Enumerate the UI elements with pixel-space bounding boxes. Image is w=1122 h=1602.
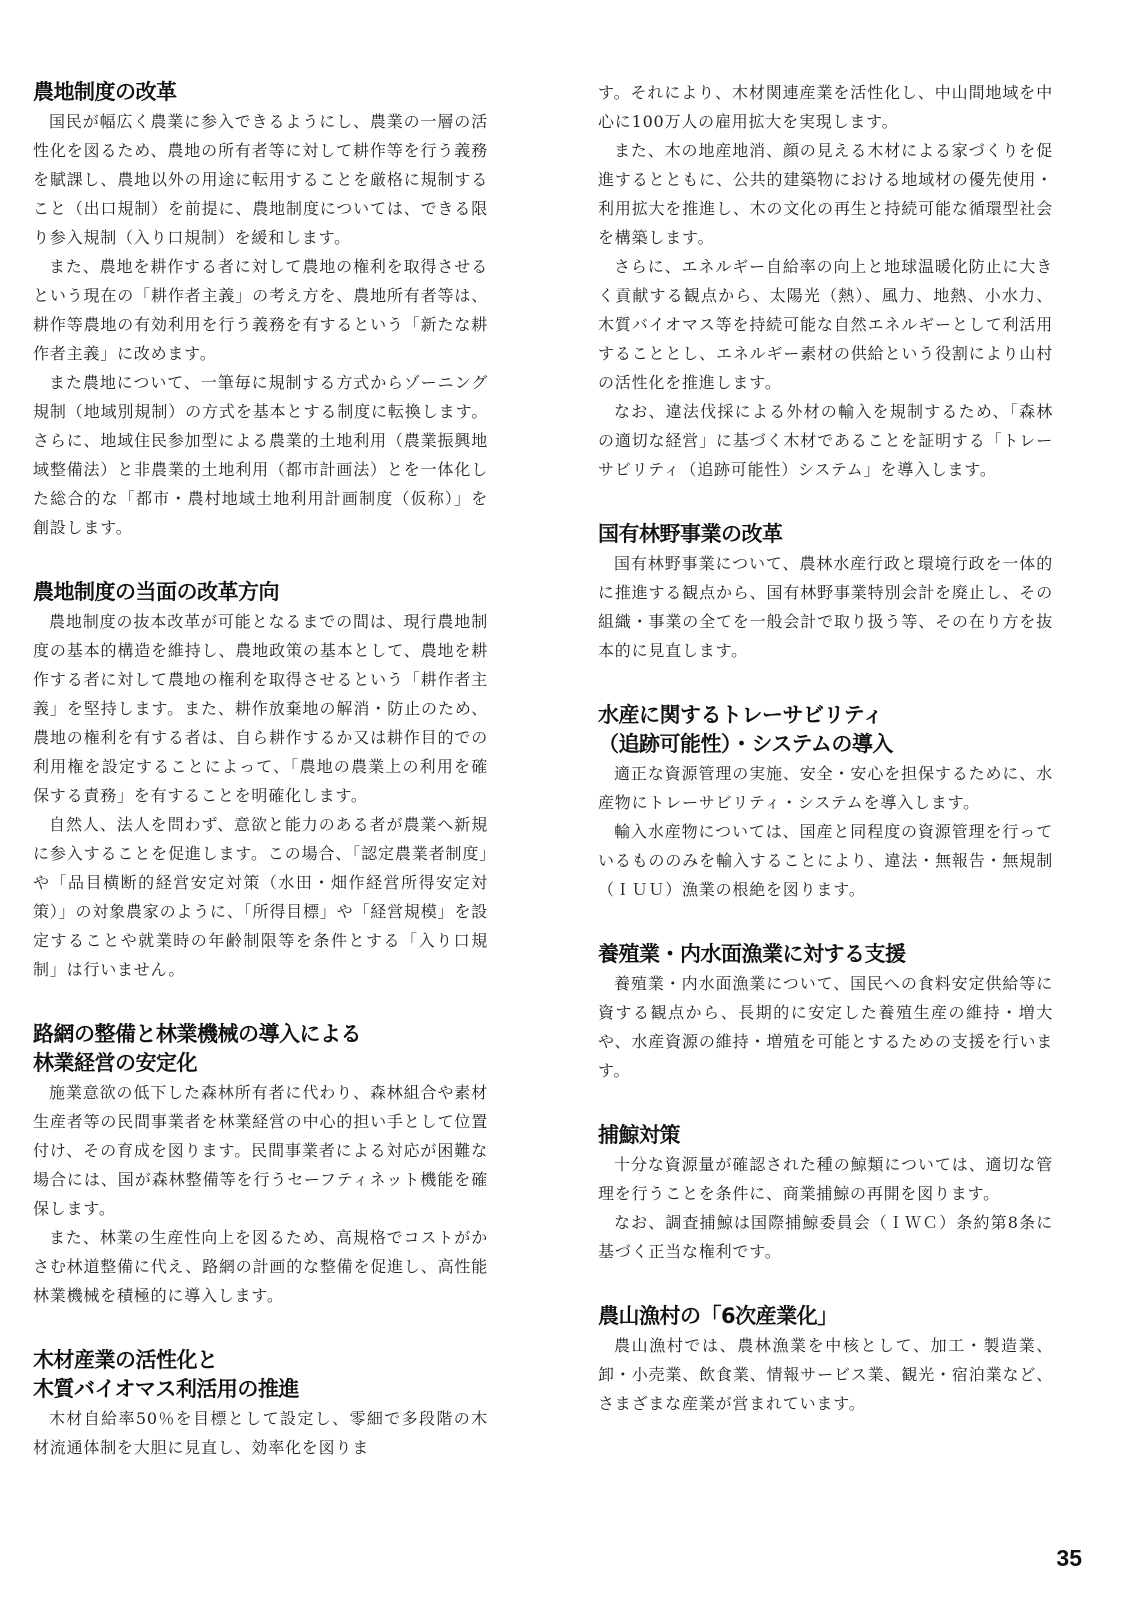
body-paragraph: 農地制度の抜本改革が可能となるまでの間は、現行農地制度の基本的構造を維持し、農地政策の基本として、農地を耕作する者に対して農地の権利を取得させるという「耕作者主義」を堅持します。また、耕作放棄地の解消・防止のため、農地の権利を有する者は、自ら耕作するか又は耕作目的での利用権を設定することによって、「農地の農業上の利用を確保する責務」を有することを明確化します。 xyxy=(33,612,488,805)
right_column-section-0 xyxy=(598,78,1053,484)
body-paragraph: 適正な資源管理の実施、安全・安心を担保するために、水産物にトレーサビリティ・システムを導入します。 xyxy=(598,764,1053,812)
section-heading: 農地制度の当面の改革方向 xyxy=(33,580,279,604)
left_column-section-3 xyxy=(33,1346,488,1462)
section-spacer xyxy=(598,484,1053,520)
section-heading: 路網の整備と林業機械の導入による xyxy=(33,1022,361,1046)
section-heading: 農地制度の改革 xyxy=(33,80,177,104)
left_column-section-1 xyxy=(33,578,488,984)
section-spacer xyxy=(33,984,488,1020)
left_column-section-0 xyxy=(33,78,488,542)
section-heading: （追跡可能性）・システムの導入 xyxy=(598,732,893,756)
section-heading: 水産に関するトレーサビリティ xyxy=(598,703,883,727)
body-paragraph: 木材自給率50％を目標として設定し、零細で多段階の木材流通体制を大胆に見直し、効率化を図りま xyxy=(33,1409,488,1457)
section-heading: 農山漁村の「6次産業化」 xyxy=(598,1304,838,1328)
body-paragraph: 自然人、法人を問わず、意欲と能力のある者が農業へ新規に参入することを促進します。この場合、「認定農業者制度」や「品目横断的経営安定対策（水田・畑作経営所得安定対策）」の対象農家のように、「所得目標」や「経営規模」を設定することや就業時の年齢制限等を条件とする「入り口規制」は行いません。 xyxy=(33,815,488,979)
section-heading: 木質バイオマス利活用の推進 xyxy=(33,1377,299,1401)
right_column-section-1 xyxy=(598,520,1053,665)
section-spacer xyxy=(598,1085,1053,1121)
body-paragraph: また、木の地産地消、顔の見える木材による家づくりを促進するとともに、公共的建築物における地域材の優先使用・利用拡大を推進し、木の文化の再生と持続可能な循環型社会を構築します。 xyxy=(598,141,1053,247)
section-spacer xyxy=(598,904,1053,940)
body-paragraph: 農山漁村では、農林漁業を中核として、加工・製造業、卸・小売業、飲食業、情報サービス業、観光・宿泊業など、さまざまな産業が営まれています。 xyxy=(598,1336,1053,1413)
section-heading: 林業経営の安定化 xyxy=(33,1051,197,1075)
body-paragraph: 養殖業・内水面漁業について、国民への食料安定供給等に資する観点から、長期的に安定した養殖生産の維持・増大や、水産資源の維持・増殖を可能とするための支援を行います。 xyxy=(598,974,1053,1080)
body-paragraph: また農地について、一筆毎に規制する方式からゾーニング規制（地域別規制）の方式を基本とする制度に転換します。さらに、地域住民参加型による農業的土地利用（農業振興地域整備法）と非農業的土地利用（都市計画法）とを一体化した総合的な「都市・農村地域土地利用計画制度（仮称）」を創設します。 xyxy=(33,373,488,537)
body-paragraph: なお、違法伐採による外材の輸入を規制するため、「森林の適切な経営」に基づく木材であることを証明する「トレーサビリティ（追跡可能性）システム」を導入します。 xyxy=(598,402,1053,479)
section-spacer xyxy=(598,665,1053,701)
right_column-section-2 xyxy=(598,701,1053,904)
right_column-section-5 xyxy=(598,1302,1053,1418)
right_column-section-3 xyxy=(598,940,1053,1085)
section-spacer xyxy=(33,542,488,578)
section-spacer xyxy=(33,1310,488,1346)
section-spacer xyxy=(598,1266,1053,1302)
body-paragraph: 国民が幅広く農業に参入できるようにし、農業の一層の活性化を図るため、農地の所有者等に対して耕作等を行う義務を賦課し、農地以外の用途に転用することを厳格に規制すること（出口規制）を前提に、農地制度については、できる限り参入規制（入り口規制）を緩和します。 xyxy=(33,112,488,247)
section-heading: 国有林野事業の改革 xyxy=(598,522,783,546)
right-column xyxy=(598,78,1053,1418)
page-number: 35 xyxy=(1056,1545,1082,1571)
body-paragraph: す。それにより、木材関連産業を活性化し、中山間地域を中心に100万人の雇用拡大を実現します。 xyxy=(598,83,1053,131)
right_column-section-4 xyxy=(598,1121,1053,1266)
body-paragraph: 十分な資源量が確認された種の鯨類については、適切な管理を行うことを条件に、商業捕鯨の再開を図ります。 xyxy=(598,1155,1053,1203)
body-paragraph: なお、調査捕鯨は国際捕鯨委員会（ＩＷＣ）条約第8条に基づく正当な権利です。 xyxy=(598,1213,1053,1261)
body-paragraph: さらに、エネルギー自給率の向上と地球温暖化防止に大きく貢献する観点から、太陽光（熱）、風力、地熱、小水力、木質バイオマス等を持続可能な自然エネルギーとして利活用することとし、エネルギー素材の供給という役割により山村の活性化を推進します。 xyxy=(598,257,1053,392)
body-paragraph: 輸入水産物については、国産と同程度の資源管理を行っているもののみを輸入することにより、違法・無報告・無規制（ＩＵＵ）漁業の根絶を図ります。 xyxy=(598,822,1053,899)
section-heading: 木材産業の活性化と xyxy=(33,1348,218,1372)
body-paragraph: また、農地を耕作する者に対して農地の権利を取得させるという現在の「耕作者主義」の考え方を、農地所有者等は、耕作等農地の有効利用を行う義務を有するという「新たな耕作者主義」に改めます。 xyxy=(33,257,488,363)
section-heading: 養殖業・内水面漁業に対する支援 xyxy=(598,942,906,966)
body-paragraph: 国有林野事業について、農林水産行政と環境行政を一体的に推進する観点から、国有林野事業特別会計を廃止し、その組織・事業の全てを一般会計で取り扱う等、その在り方を抜本的に見直します。 xyxy=(598,554,1053,660)
left-column xyxy=(33,78,488,1462)
body-paragraph: また、林業の生産性向上を図るため、高規格でコストがかさむ林道整備に代え、路網の計画的な整備を促進し、高性能林業機械を積極的に導入します。 xyxy=(33,1228,488,1305)
section-heading: 捕鯨対策 xyxy=(598,1123,680,1147)
body-paragraph: 施業意欲の低下した森林所有者に代わり、森林組合や素材生産者等の民間事業者を林業経営の中心的担い手として位置付け、その育成を図ります。民間事業者による対応が困難な場合には、国が森林整備等を行うセーフティネット機能を確保します。 xyxy=(33,1083,488,1218)
left_column-section-2 xyxy=(33,1020,488,1310)
